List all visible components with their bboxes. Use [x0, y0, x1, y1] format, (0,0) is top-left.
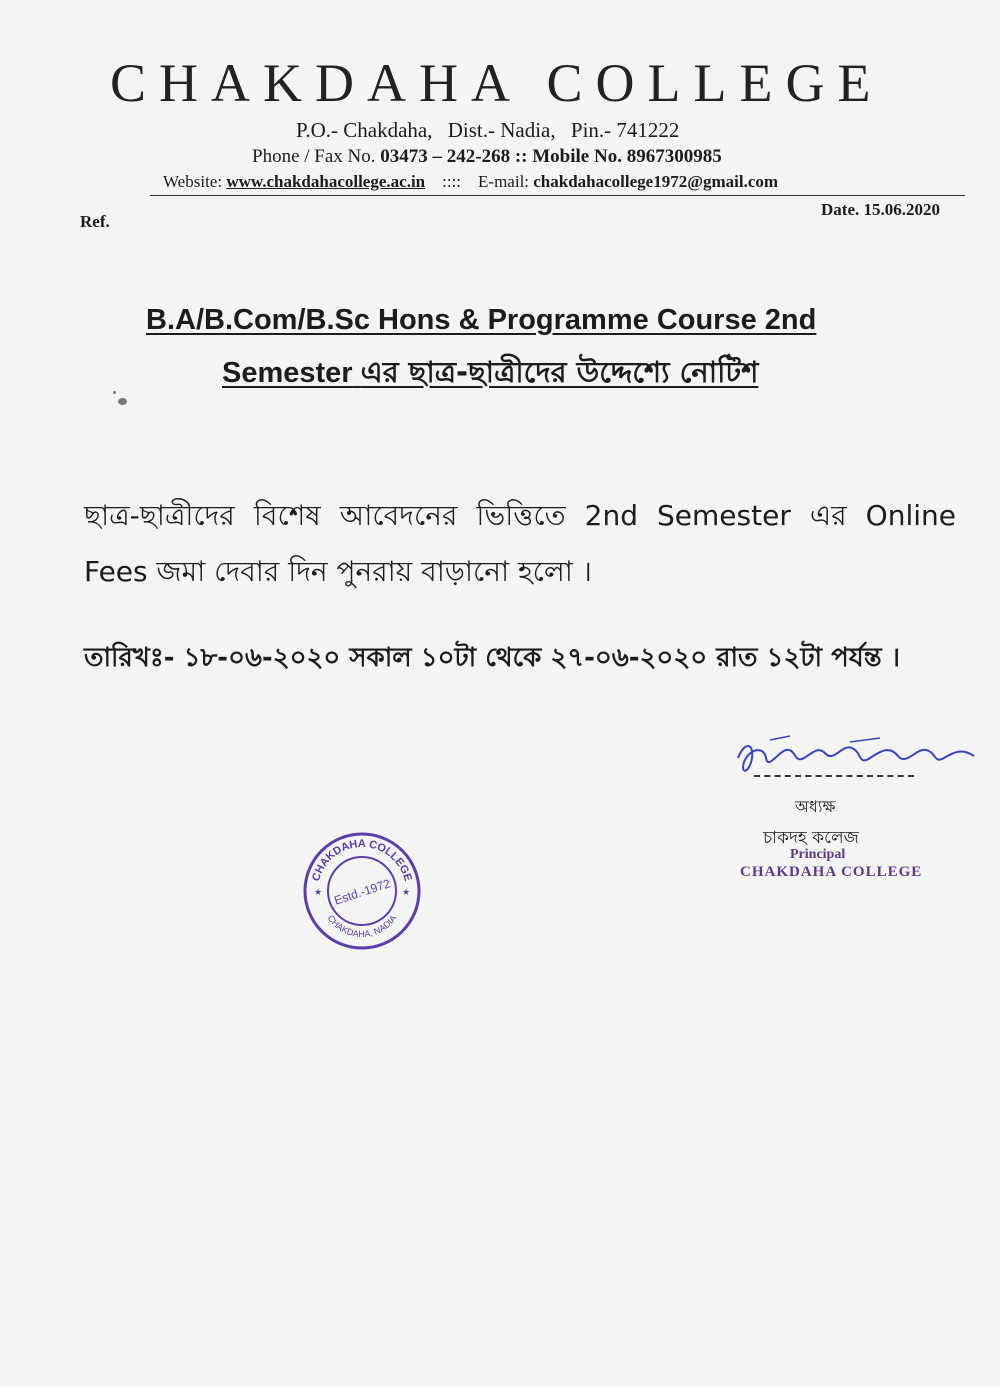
principal-signature: [730, 728, 980, 788]
web-separator: ::::: [442, 172, 462, 191]
notice-title-line-1: B.A/B.Com/B.Sc Hons & Programme Course 2nd: [146, 304, 817, 336]
notice-body: ছাত্র-ছাত্রীদের বিশেষ আবেদনের ভিত্তিতে 2nd Semester এর Online Fees জমা দেবার দিন পুনরায় বাড়ানো হলো ।: [84, 499, 956, 588]
mobile-number: 8967300985: [626, 146, 722, 167]
college-name-bengali: চাকদহ কলেজ: [763, 828, 859, 848]
seal-center-text: Estd.-1972: [332, 876, 393, 908]
svg-text:CHAKDAHA COLLEGE: [310, 838, 414, 883]
website-label: Website:: [163, 172, 223, 191]
svg-text:★: ★: [314, 887, 323, 897]
svg-text:★: ★: [402, 887, 411, 897]
pin-code: Pin.- 741222: [570, 118, 680, 142]
mobile-label: Mobile No.: [532, 146, 622, 167]
email-address[interactable]: chakdahacollege1972@gmail.com: [533, 172, 779, 191]
notice-title-line-2: [222, 350, 758, 399]
signature-line: [754, 775, 914, 777]
ref-label: Ref.: [80, 212, 110, 231]
paper-speck: [118, 398, 127, 405]
contact-line: [252, 146, 722, 168]
designation-bengali: অধ্যক্ষ: [795, 797, 836, 816]
address-line: [296, 118, 689, 143]
seal-bottom-text: CHAKDAHA, NADIA: [325, 913, 399, 940]
notice-date: Date. 15.06.2020: [821, 200, 940, 219]
svg-text:CHAKDAHA, NADIA: [326, 913, 399, 939]
district: Dist.- Nadia,: [447, 118, 556, 142]
website-link[interactable]: www.chakdahacollege.ac.in: [226, 172, 426, 191]
seal-top-text: CHAKDAHA COLLEGE: [310, 837, 414, 883]
web-line: [163, 172, 778, 192]
phone-separator: ::: [514, 146, 528, 167]
email-label: E-mail:: [478, 172, 530, 191]
phone-label: Phone / Fax No.: [252, 146, 376, 167]
title-bengali: এর ছাত্র-ছাত্রীদের উদ্দেশ্যে নোটিশ: [360, 355, 759, 389]
paper-speck: [113, 391, 116, 394]
header-divider: [150, 195, 965, 196]
title-semester: Semester: [222, 357, 353, 389]
phone-number: 03473 – 242-268: [380, 146, 511, 167]
principal-stamp-college: CHAKDAHA COLLEGE: [740, 864, 923, 880]
college-name: CHAKDAHA COLLEGE: [110, 53, 884, 113]
post-office: P.O.- Chakdaha,: [296, 118, 433, 142]
notice-dates: তারিখঃ- ১৮-০৬-২০২০ সকাল ১০টা থেকে ২৭-০৬-২০২০ রাত ১২টা পর্যন্ত ।: [84, 643, 901, 673]
college-seal-icon: [301, 830, 423, 952]
principal-stamp-title: Principal: [790, 847, 846, 862]
